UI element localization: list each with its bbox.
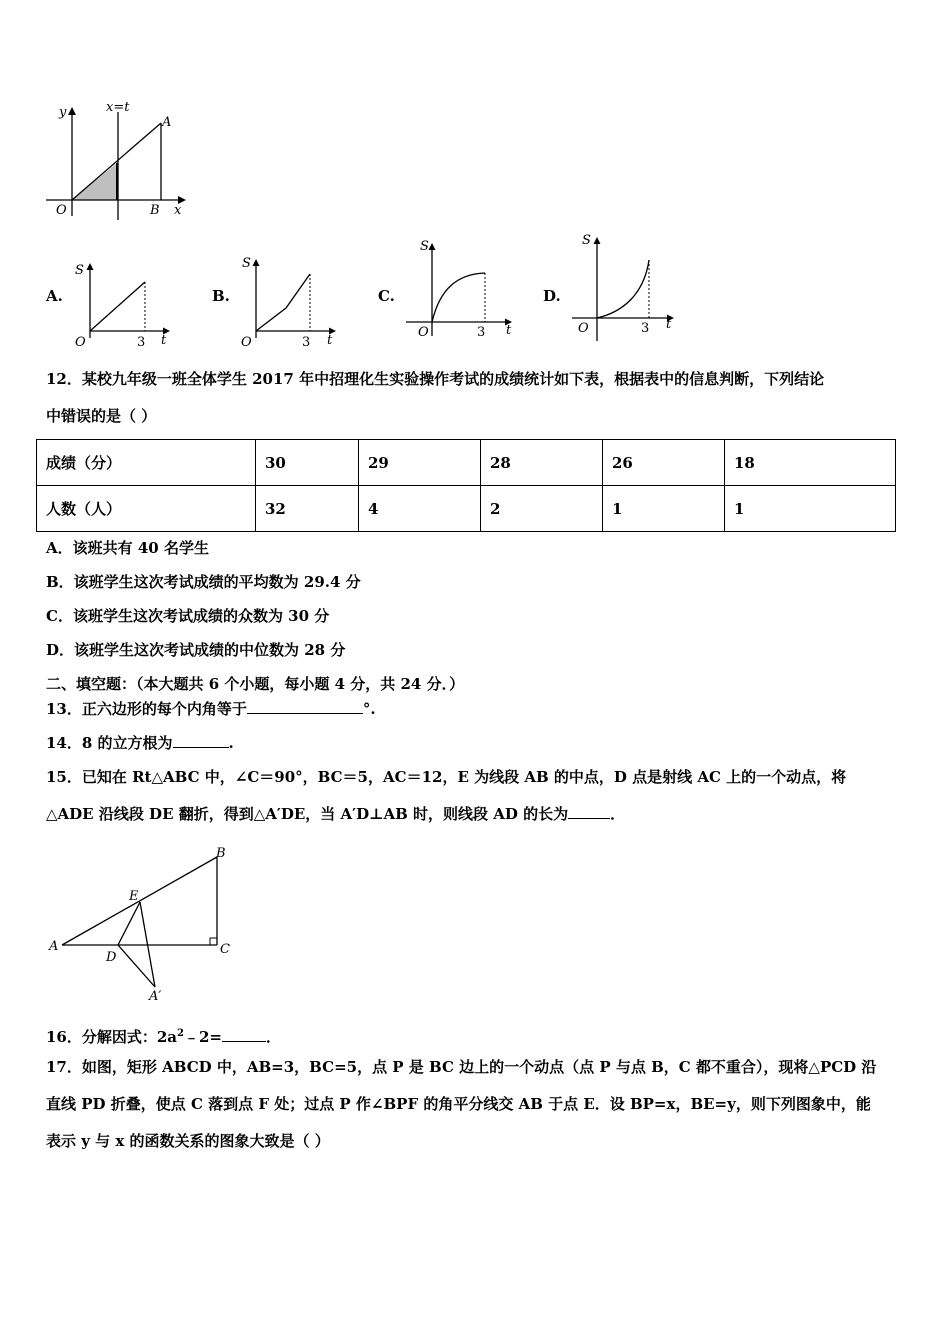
table-cell: 1: [603, 486, 725, 532]
label-s: S: [242, 256, 251, 271]
q16-middle: ﹣2=: [184, 1028, 223, 1046]
label-s: S: [75, 263, 84, 278]
table-cell: 29: [359, 440, 481, 486]
segment-ab: [62, 857, 217, 945]
label-o: O: [241, 335, 252, 350]
q15-text-line1: 15．已知在 Rt△ABC 中，∠C＝90°，BC＝5，AC＝12，E 为线段 AB 的中点，D 点是射线 AC 上的一个动点，将: [46, 768, 847, 786]
q16-superscript: 2: [177, 1028, 184, 1039]
y-arrow: [68, 107, 76, 115]
label-x: x: [174, 203, 182, 218]
q14-text: [46, 733, 234, 753]
label-a: A: [49, 939, 59, 954]
table-cell: 28: [481, 440, 603, 486]
y-arrow: [253, 259, 260, 266]
q13-before: 13．正六边形的每个内角等于: [46, 700, 247, 718]
label-3: 3: [302, 335, 311, 350]
option-c-graph: [402, 236, 518, 346]
q16-text: [46, 1024, 281, 1047]
option-c-label: C.: [378, 287, 395, 305]
label-3: 3: [137, 335, 146, 350]
label-o: O: [56, 203, 67, 218]
y-arrow: [87, 263, 94, 270]
label-o: O: [578, 321, 589, 336]
curve: [432, 273, 485, 322]
label-3: 3: [641, 321, 650, 336]
answer-blank: [247, 699, 363, 714]
q16-after: ．: [266, 1028, 282, 1046]
label-d: D: [106, 950, 117, 965]
q16-before: 16．分解因式：2a: [46, 1028, 178, 1046]
q13-text: [46, 699, 376, 719]
right-angle-mark: [210, 938, 217, 945]
score-table: [36, 439, 896, 532]
section-heading: 二、填空题：（本大题共 6 个小题，每小题 4 分，共 24 分．）: [46, 675, 465, 693]
q14-before: 14．8 的立方根为: [46, 734, 173, 752]
segment-ed: [118, 902, 140, 945]
label-b: B: [150, 203, 160, 218]
option-d-label: D.: [543, 287, 561, 305]
q12-choice-b: B．该班学生这次考试成绩的平均数为 29.4 分: [46, 573, 361, 591]
q17-text-line3: 表示 y 与 x 的函数关系的图象大致是（ ）: [46, 1132, 330, 1150]
table-cell: 30: [256, 440, 359, 486]
table-cell: 人数（人）: [37, 486, 256, 532]
q17-text-line2: 直线 PD 折叠，使点 C 落到点 F 处；过点 P 作∠BPF 的角平分线交 AB 于点 E．设 BP=x，BE=y，则下列图象中，能: [46, 1095, 871, 1113]
label-x-equals-t: x=t: [106, 100, 130, 115]
y-arrow: [429, 243, 436, 250]
label-t: t: [161, 333, 167, 348]
option-a-label: A.: [46, 287, 63, 305]
label-3: 3: [477, 325, 486, 340]
y-arrow: [594, 237, 601, 244]
q15-text-line2: [46, 804, 625, 824]
q14-after: .: [228, 734, 234, 752]
table-cell: 26: [603, 440, 725, 486]
table-cell: 1: [725, 486, 896, 532]
answer-blank: [222, 1027, 266, 1042]
label-o: O: [75, 335, 86, 350]
label-a: A: [162, 115, 172, 130]
q12-text-line1: 12．某校九年级一班全体学生 2017 年中招理化生实验操作考试的成绩统计如下表，根据表中的信息判断，下列结论: [46, 370, 825, 388]
label-a-prime: A′: [149, 989, 162, 1004]
table-row: [37, 486, 896, 532]
answer-blank: [568, 804, 610, 819]
label-b: B: [216, 846, 226, 861]
curve: [597, 260, 649, 318]
q13-after: °.: [362, 700, 376, 718]
top-figure: [40, 98, 200, 224]
q12-choice-c: C．该班学生这次考试成绩的众数为 30 分: [46, 607, 330, 625]
label-s: S: [582, 233, 591, 248]
option-a-graph: [68, 258, 176, 350]
q12-choice-d: D．该班学生这次考试成绩的中位数为 28 分: [46, 641, 346, 659]
label-e: E: [129, 889, 139, 904]
table-cell: 4: [359, 486, 481, 532]
table-cell: 18: [725, 440, 896, 486]
q15-figure: [44, 840, 244, 1008]
label-s: S: [420, 239, 429, 254]
q12-text-line2: 中错误的是（ ）: [46, 407, 157, 425]
q15-before: △ADE 沿线段 DE 翻折，得到△A′DE，当 A′D⊥AB 时，则线段 AD 的长为: [46, 805, 569, 823]
table-cell: 32: [256, 486, 359, 532]
label-c: C: [220, 942, 230, 957]
option-b-graph: [234, 252, 342, 350]
table-cell: 成绩（分）: [37, 440, 256, 486]
option-b-label: B.: [212, 287, 230, 305]
segment-da-prime: [118, 945, 155, 987]
answer-blank: [173, 733, 229, 748]
label-t: t: [327, 333, 333, 348]
table-row: [37, 440, 896, 486]
table-cell: 2: [481, 486, 603, 532]
q12-choice-a: A．该班共有 40 名学生: [46, 539, 209, 557]
label-t: t: [666, 317, 672, 332]
curve: [256, 274, 310, 331]
curve: [90, 282, 145, 331]
option-d-graph: [568, 228, 680, 346]
label-o: O: [418, 325, 429, 340]
label-y: y: [59, 105, 67, 120]
q17-text-line1: 17．如图，矩形 ABCD 中，AB=3，BC=5，点 P 是 BC 边上的一个动点（点 P 与点 B，C 都不重合），现将△PCD 沿: [46, 1058, 877, 1076]
label-t: t: [506, 323, 512, 338]
q15-after: ．: [610, 805, 626, 823]
